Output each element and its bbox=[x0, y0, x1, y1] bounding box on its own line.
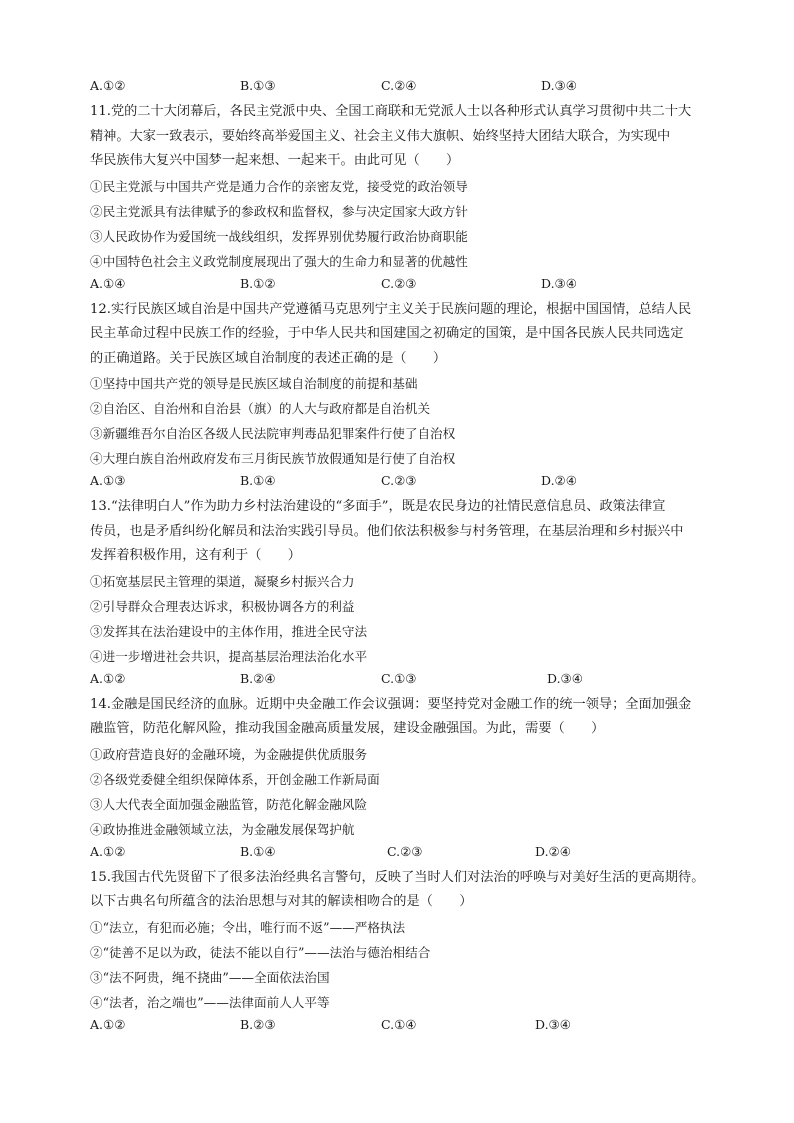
q10-option-d[interactable]: D.③④ bbox=[541, 78, 577, 93]
q13-option-c[interactable]: C.①③ bbox=[381, 670, 417, 686]
q14-statement-1: ①政府营造良好的金融环境，为金融提供优质服务 bbox=[90, 746, 368, 762]
q14-stem-line: 14.金融是国民经济的血脉。近期中央金融工作会议强调：要坚持党对金融工作的统一领导；全面加强金 bbox=[90, 696, 692, 712]
q15-stem bbox=[90, 866, 730, 915]
q12-statement-4: ④大理白族自治州政府发布三月街民族节放假通知是行使了自治权 bbox=[90, 451, 456, 466]
q11-options bbox=[90, 274, 730, 294]
q15-option-d[interactable]: D.③④ bbox=[535, 1016, 571, 1032]
q12-stem-line: 的正确道路。关于民族区域自治制度的表述正确的是（ ） bbox=[90, 350, 447, 366]
question-15 bbox=[90, 866, 730, 1035]
q11-statement-4: ④中国特色社会主义政党制度展现出了强大的生命力和显著的优越性 bbox=[90, 253, 468, 269]
q11-option-b[interactable]: B.①② bbox=[240, 275, 276, 291]
question-14 bbox=[90, 693, 730, 862]
q14-statement-2: ②各级党委健全组织保障体系，开创金融工作新局面 bbox=[90, 771, 380, 787]
q14-option-c[interactable]: C.②③ bbox=[387, 843, 423, 859]
q13-stem bbox=[90, 495, 730, 569]
q11-stem bbox=[90, 100, 730, 174]
q11-option-d[interactable]: D.③④ bbox=[541, 275, 577, 291]
q12-option-c[interactable]: C.②③ bbox=[381, 473, 417, 488]
q13-option-a[interactable]: A.①② bbox=[90, 670, 126, 686]
q15-stem-line: 15.我国古代先贤留下了很多法治经典名言警句，反映了当时人们对法治的呼唤与对美好生活的更高期待。 bbox=[90, 869, 705, 885]
q10-options bbox=[90, 76, 730, 96]
q15-statement-1: ①“法立，有犯而必施；令出，唯行而不返”——严格执法 bbox=[90, 919, 406, 935]
q15-options bbox=[90, 1015, 730, 1035]
q12-option-b[interactable]: B.①④ bbox=[240, 473, 276, 488]
q14-stem-line: 融监管，防范化解风险，推动我国金融高质量发展，建设金融强国。为此，需要（ ） bbox=[90, 721, 605, 736]
q10-option-b[interactable]: B.①③ bbox=[240, 78, 276, 93]
q12-statement-1: ①坚持中国共产党的领导是民族区域自治制度的前提和基础 bbox=[90, 376, 418, 391]
q15-option-a[interactable]: A.①② bbox=[90, 1016, 126, 1032]
q13-statement-3: ③发挥其在法治建设中的主体作用，推进全民守法 bbox=[90, 623, 368, 639]
q14-options bbox=[90, 842, 730, 862]
exam-page bbox=[90, 76, 730, 1039]
q12-option-a[interactable]: A.①③ bbox=[90, 473, 126, 488]
q11-statement-1: ①民主党派与中国共产党是通力合作的亲密友党，接受党的政治领导 bbox=[90, 178, 468, 194]
q14-stem bbox=[90, 693, 730, 742]
q15-statement-2: ②“徒善不足以为政，徒法不能以自行”——法治与德治相结合 bbox=[90, 944, 431, 960]
q13-stem-line: 传员，也是矛盾纠纷化解员和法治实践引导员。他们依法积极参与村务管理，在基层治理和乡村振兴中 bbox=[90, 523, 684, 539]
q11-statement-2: ②民主党派具有法律赋予的参政权和监督权，参与决定国家大政方针 bbox=[90, 203, 468, 219]
q11-stem-line: 11.党的二十大闭幕后，各民主党派中央、全国工商联和无党派人士以各种形式认真学习贯彻中共二十大 bbox=[90, 104, 692, 119]
q11-option-a[interactable]: A.①④ bbox=[90, 275, 126, 291]
q13-statement-1: ①拓宽基层民主管理的渠道，凝聚乡村振兴合力 bbox=[90, 573, 355, 589]
q14-statement-4: ④政协推进金融领域立法，为金融发展保驾护航 bbox=[90, 821, 355, 837]
question-11 bbox=[90, 100, 730, 294]
q13-stem-line: 发挥着积极作用，这有利于（ ） bbox=[90, 548, 301, 563]
q13-statement-2: ②引导群众合理表达诉求，积极协调各方的利益 bbox=[90, 598, 355, 614]
q14-option-a[interactable]: A.①② bbox=[90, 843, 126, 859]
q13-option-d[interactable]: D.③④ bbox=[547, 670, 583, 686]
q13-options bbox=[90, 669, 730, 689]
q12-statement-3: ③新疆维吾尔自治区各级人民法院审判毒品犯罪案件行使了自治权 bbox=[90, 426, 456, 441]
q12-options bbox=[90, 471, 730, 491]
q15-stem-line: 以下古典名句所蕴含的法治思想与对其的解读相吻合的是（ ） bbox=[90, 894, 473, 909]
q12-stem-line: 民主革命过程中民族工作的经验，于中华人民共和国建国之初确定的国策，是中国各民族人民共同选定 bbox=[90, 326, 684, 341]
q14-option-d[interactable]: D.②④ bbox=[535, 843, 571, 859]
q15-statement-4: ④“法者，治之端也”——法律面前人人平等 bbox=[90, 994, 330, 1010]
q11-statement-3: ③人民政协作为爱国统一战线组织，发挥界别优势履行政治协商职能 bbox=[90, 228, 468, 244]
q12-option-d[interactable]: D.②④ bbox=[541, 473, 577, 488]
question-12 bbox=[90, 298, 730, 492]
q15-statement-3: ③“法不阿贵，绳不挠曲”——全面依法治国 bbox=[90, 969, 330, 985]
q12-stem bbox=[90, 298, 730, 372]
q13-option-b[interactable]: B.②④ bbox=[240, 670, 276, 686]
q15-option-c[interactable]: C.①④ bbox=[381, 1016, 417, 1032]
q15-option-b[interactable]: B.②③ bbox=[240, 1016, 276, 1032]
q14-option-b[interactable]: B.①④ bbox=[240, 843, 276, 859]
q10-option-c[interactable]: C.②④ bbox=[381, 78, 417, 93]
q11-option-c[interactable]: C.②③ bbox=[381, 275, 417, 291]
question-13 bbox=[90, 495, 730, 689]
q13-stem-line: 13.“法律明白人”作为助力乡村法治建设的“多面手”，既是农民身边的社情民意信息员、政策法律宣 bbox=[90, 499, 666, 514]
q11-stem-line: 精神。大家一致表示，要始终高举爱国主义、社会主义伟大旗帜、始终坚持大团结大联合，为实现中 bbox=[90, 128, 671, 144]
q13-statement-4: ④进一步增进社会共识，提高基层治理法治化水平 bbox=[90, 648, 368, 664]
q12-stem-line: 12.实行民族区域自治是中国共产党遵循马克思列宁主义关于民族问题的理论，根据中国国情，总结人民 bbox=[90, 301, 692, 317]
q12-statement-2: ②自治区、自治州和自治县（旗）的人大与政府都是自治机关 bbox=[90, 401, 431, 416]
q14-statement-3: ③人大代表全面加强金融监管，防范化解金融风险 bbox=[90, 796, 368, 812]
q10-option-a[interactable]: A.①② bbox=[90, 78, 126, 93]
q11-stem-line: 华民族伟大复兴中国梦一起来想、一起来干。由此可见（ ） bbox=[90, 153, 460, 168]
